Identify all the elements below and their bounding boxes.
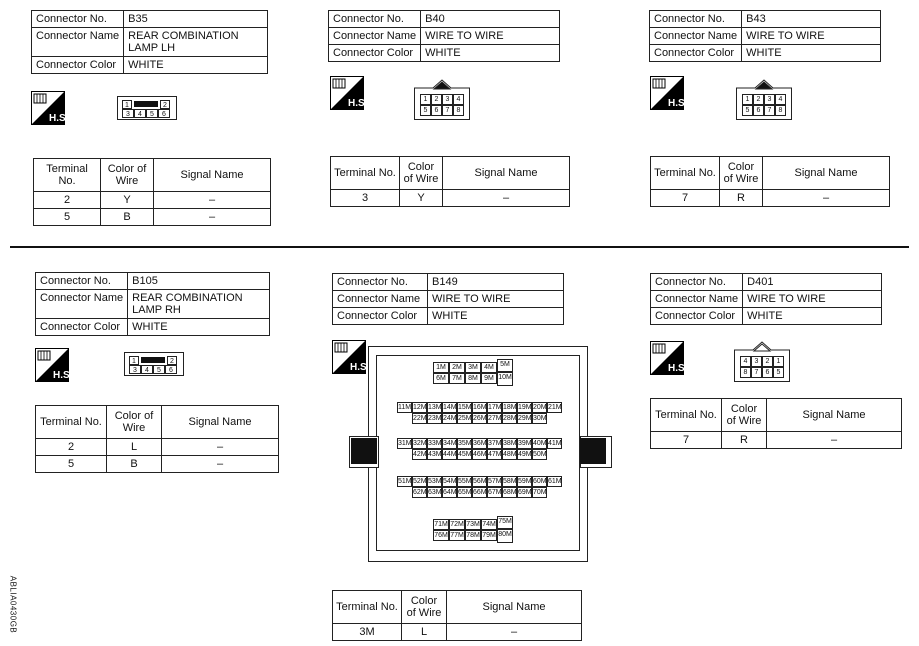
wire-color: L — [107, 439, 162, 456]
label-connector-color: Connector Color — [32, 57, 124, 74]
b149-no: B149 — [428, 274, 564, 291]
pin-34M: 34M — [443, 440, 457, 447]
hs-harness-side-icon — [330, 76, 368, 110]
d401-color: WHITE — [743, 308, 882, 325]
b149-connector-info — [332, 273, 564, 325]
pin-18M: 18M — [503, 404, 517, 411]
pin-4: 4 — [740, 356, 751, 367]
pin-73M: 73M — [466, 521, 480, 528]
pin-40M: 40M — [533, 440, 547, 447]
label-connector-name: Connector Name — [36, 290, 128, 319]
hs-harness-side-icon — [31, 91, 69, 125]
label-connector-color: Connector Color — [329, 45, 421, 62]
color-of-wire-header: Color of Wire — [402, 591, 447, 624]
terminal-no-header: Terminal No. — [333, 591, 402, 624]
pin-26M: 26M — [473, 415, 487, 422]
pin-8: 8 — [740, 367, 751, 378]
label-connector-color: Connector Color — [651, 308, 743, 325]
d401-name: WIRE TO WIRE — [743, 291, 882, 308]
label-connector-name: Connector Name — [333, 291, 428, 308]
color-of-wire-header: Color of Wire — [101, 159, 154, 192]
table-row — [651, 190, 890, 207]
pin-59M: 59M — [518, 478, 532, 485]
wire-color: Y — [101, 192, 154, 209]
pin-15M: 15M — [458, 404, 472, 411]
pin-48M: 48M — [503, 451, 517, 458]
pin-41M: 41M — [548, 440, 562, 447]
svg-text:H.S.: H.S. — [668, 363, 688, 374]
signal-name: – — [443, 190, 570, 207]
hs-harness-side-icon — [35, 348, 73, 382]
pin-8M: 8M — [465, 373, 481, 384]
pin-61M: 61M — [548, 478, 562, 485]
terminal-no: 3 — [331, 190, 400, 207]
pin-2: 2 — [167, 356, 177, 365]
pin-33M: 33M — [428, 440, 442, 447]
b105-no: B105 — [128, 273, 270, 290]
terminal-no-header: Terminal No. — [331, 157, 400, 190]
lock-tab — [141, 357, 165, 363]
section-divider — [10, 246, 909, 248]
pin-3M: 3M — [465, 362, 481, 373]
table-row — [34, 209, 271, 226]
pin-9M: 9M — [481, 373, 497, 384]
pin-4: 4 — [775, 94, 786, 105]
pin-7: 7 — [751, 367, 762, 378]
label-connector-no: Connector No. — [651, 274, 743, 291]
svg-text:H.S.: H.S. — [49, 113, 69, 124]
d401-connector-info — [650, 273, 882, 325]
hs-harness-side-icon — [332, 340, 370, 374]
terminal-no: 2 — [36, 439, 107, 456]
svg-text:H.S.: H.S. — [350, 362, 370, 373]
table-row — [36, 456, 279, 473]
pin-49M: 49M — [518, 451, 532, 458]
pin-3: 3 — [764, 94, 775, 105]
svg-text:H.S.: H.S. — [53, 370, 73, 381]
pin-67M: 67M — [488, 489, 502, 496]
pin-5: 5 — [420, 105, 431, 116]
b149-terminal-table — [332, 590, 582, 641]
pin-42M: 42M — [413, 451, 427, 458]
terminal-no: 5 — [36, 456, 107, 473]
label-connector-color: Connector Color — [650, 45, 742, 62]
pin-7: 7 — [442, 105, 453, 116]
color-of-wire-header: Color of Wire — [400, 157, 443, 190]
pin-12M: 12M — [413, 404, 427, 411]
pin-4: 4 — [134, 109, 146, 118]
b149-name: WIRE TO WIRE — [428, 291, 564, 308]
b35-connector-info — [31, 10, 268, 74]
pin-70M: 70M — [533, 489, 547, 496]
terminal-no: 2 — [34, 192, 101, 209]
pin-5: 5 — [153, 365, 165, 374]
pin-11M: 11M — [398, 404, 412, 411]
pin-7: 7 — [764, 105, 775, 116]
b35-terminal-table — [33, 158, 271, 226]
pin-17M: 17M — [488, 404, 502, 411]
pin-4: 4 — [453, 94, 464, 105]
pin-23M: 23M — [428, 415, 442, 422]
pin-51M: 51M — [398, 478, 412, 485]
pin-62M: 62M — [413, 489, 427, 496]
b35-name: REAR COMBINATION LAMP LH — [124, 28, 268, 57]
figure-code: ABLIA0430GB — [8, 575, 18, 634]
label-connector-color: Connector Color — [333, 308, 428, 325]
pin-21M: 21M — [548, 404, 562, 411]
signal-name: – — [162, 456, 279, 473]
pin-58M: 58M — [503, 478, 517, 485]
b43-connector-info — [649, 10, 881, 62]
label-connector-name: Connector Name — [650, 28, 742, 45]
pin-3: 3 — [442, 94, 453, 105]
pin-56M: 56M — [473, 478, 487, 485]
pin-55M: 55M — [458, 478, 472, 485]
pin-76M: 76M — [434, 532, 448, 539]
pin-46M: 46M — [473, 451, 487, 458]
signal-name: – — [767, 432, 902, 449]
pin-1: 1 — [420, 94, 431, 105]
pin-2M: 2M — [449, 362, 465, 373]
terminal-no-header: Terminal No. — [651, 157, 720, 190]
pin-38M: 38M — [503, 440, 517, 447]
pin-2: 2 — [762, 356, 773, 367]
terminal-no: 5 — [34, 209, 101, 226]
pin-1: 1 — [122, 100, 132, 109]
pin-37M: 37M — [488, 440, 502, 447]
pin-6: 6 — [431, 105, 442, 116]
pin-6: 6 — [753, 105, 764, 116]
b40-terminal-table — [330, 156, 570, 207]
table-row — [331, 190, 570, 207]
label-connector-name: Connector Name — [32, 28, 124, 57]
hs-harness-side-icon — [650, 341, 688, 375]
pin-60M: 60M — [533, 478, 547, 485]
wire-color: Y — [400, 190, 443, 207]
pin-6M: 6M — [433, 373, 449, 384]
pin-1M: 1M — [433, 362, 449, 373]
wire-color: B — [101, 209, 154, 226]
pin-1: 1 — [129, 356, 139, 365]
b40-color: WHITE — [421, 45, 560, 62]
pin-28M: 28M — [503, 415, 517, 422]
signal-name-header: Signal Name — [162, 406, 279, 439]
color-of-wire-header: Color of Wire — [107, 406, 162, 439]
signal-name: – — [447, 624, 582, 641]
b105-color: WHITE — [128, 319, 270, 336]
pin-79M: 79M — [482, 532, 496, 539]
pin-57M: 57M — [488, 478, 502, 485]
signal-name-header: Signal Name — [767, 399, 902, 432]
b43-terminal-table — [650, 156, 890, 207]
pin-78M: 78M — [466, 532, 480, 539]
pin-2: 2 — [753, 94, 764, 105]
pin-63M: 63M — [428, 489, 442, 496]
pin-39M: 39M — [518, 440, 532, 447]
pin-10M: 10M — [497, 372, 513, 386]
color-of-wire-header: Color of Wire — [720, 157, 763, 190]
pin-1: 1 — [742, 94, 753, 105]
pin-2: 2 — [431, 94, 442, 105]
pin-50M: 50M — [533, 451, 547, 458]
table-row — [36, 439, 279, 456]
wire-color: R — [722, 432, 767, 449]
pin-68M: 68M — [503, 489, 517, 496]
pin-72M: 72M — [450, 521, 464, 528]
pin-53M: 53M — [428, 478, 442, 485]
wire-color: B — [107, 456, 162, 473]
wire-color: L — [402, 624, 447, 641]
label-connector-color: Connector Color — [36, 319, 128, 336]
pin-6: 6 — [762, 367, 773, 378]
pin-8: 8 — [775, 105, 786, 116]
b35-connector-face — [117, 96, 177, 120]
svg-text:H.S.: H.S. — [668, 98, 688, 109]
b43-name: WIRE TO WIRE — [742, 28, 881, 45]
pin-6: 6 — [158, 109, 170, 118]
pin-54M: 54M — [443, 478, 457, 485]
b149-color: WHITE — [428, 308, 564, 325]
pin-64M: 64M — [443, 489, 457, 496]
label-connector-no: Connector No. — [32, 11, 124, 28]
pin-2: 2 — [160, 100, 170, 109]
pin-3: 3 — [129, 365, 141, 374]
svg-text:H.S.: H.S. — [348, 98, 368, 109]
pin-6: 6 — [165, 365, 177, 374]
label-connector-name: Connector Name — [651, 291, 743, 308]
pin-31M: 31M — [398, 440, 412, 447]
b105-name: REAR COMBINATION LAMP RH — [128, 290, 270, 319]
pin-30M: 30M — [533, 415, 547, 422]
terminal-no-header: Terminal No. — [36, 406, 107, 439]
label-connector-no: Connector No. — [329, 11, 421, 28]
terminal-no-header: Terminal No. — [34, 159, 101, 192]
d401-no: D401 — [743, 274, 882, 291]
pin-7M: 7M — [449, 373, 465, 384]
pin-20M: 20M — [533, 404, 547, 411]
pin-13M: 13M — [428, 404, 442, 411]
signal-name-header: Signal Name — [763, 157, 890, 190]
b43-no: B43 — [742, 11, 881, 28]
pin-5M: 5M — [497, 359, 513, 372]
pin-27M: 27M — [488, 415, 502, 422]
table-row — [333, 624, 582, 641]
wire-color: R — [720, 190, 763, 207]
terminal-no: 3M — [333, 624, 402, 641]
pin-5: 5 — [146, 109, 158, 118]
terminal-no: 7 — [651, 190, 720, 207]
table-row — [34, 192, 271, 209]
pin-32M: 32M — [413, 440, 427, 447]
pin-5: 5 — [742, 105, 753, 116]
signal-name-header: Signal Name — [154, 159, 271, 192]
label-connector-no: Connector No. — [650, 11, 742, 28]
lock-tab — [134, 101, 158, 107]
signal-name: – — [154, 209, 271, 226]
pin-74M: 74M — [482, 521, 496, 528]
pin-69M: 69M — [518, 489, 532, 496]
b35-no: B35 — [124, 11, 268, 28]
signal-name: – — [763, 190, 890, 207]
pin-75M: 75M — [497, 516, 513, 529]
b43-color: WHITE — [742, 45, 881, 62]
signal-name: – — [162, 439, 279, 456]
label-connector-no: Connector No. — [333, 274, 428, 291]
pin-4M: 4M — [481, 362, 497, 373]
pin-44M: 44M — [443, 451, 457, 458]
signal-name: – — [154, 192, 271, 209]
pin-8: 8 — [453, 105, 464, 116]
d401-terminal-table — [650, 398, 902, 449]
b105-connector-face — [124, 352, 184, 376]
pin-22M: 22M — [413, 415, 427, 422]
pin-52M: 52M — [413, 478, 427, 485]
pin-65M: 65M — [458, 489, 472, 496]
b40-connector-info — [328, 10, 560, 62]
signal-name-header: Signal Name — [447, 591, 582, 624]
b35-color: WHITE — [124, 57, 268, 74]
terminal-no: 7 — [651, 432, 722, 449]
pin-19M: 19M — [518, 404, 532, 411]
pin-4: 4 — [141, 365, 153, 374]
b40-no: B40 — [421, 11, 560, 28]
pin-1: 1 — [773, 356, 784, 367]
pin-3: 3 — [122, 109, 134, 118]
pin-16M: 16M — [473, 404, 487, 411]
pin-66M: 66M — [473, 489, 487, 496]
terminal-no-header: Terminal No. — [651, 399, 722, 432]
b105-terminal-table — [35, 405, 279, 473]
pin-77M: 77M — [450, 532, 464, 539]
hs-harness-side-icon — [650, 76, 688, 110]
pin-29M: 29M — [518, 415, 532, 422]
b105-connector-info — [35, 272, 270, 336]
pin-80M: 80M — [497, 529, 513, 543]
label-connector-name: Connector Name — [329, 28, 421, 45]
label-connector-no: Connector No. — [36, 273, 128, 290]
pin-71M: 71M — [434, 521, 448, 528]
signal-name-header: Signal Name — [443, 157, 570, 190]
pin-47M: 47M — [488, 451, 502, 458]
pin-24M: 24M — [443, 415, 457, 422]
pin-45M: 45M — [458, 451, 472, 458]
pin-43M: 43M — [428, 451, 442, 458]
pin-5: 5 — [773, 367, 784, 378]
pin-25M: 25M — [458, 415, 472, 422]
pin-14M: 14M — [443, 404, 457, 411]
b40-name: WIRE TO WIRE — [421, 28, 560, 45]
pin-3: 3 — [751, 356, 762, 367]
color-of-wire-header: Color of Wire — [722, 399, 767, 432]
pin-35M: 35M — [458, 440, 472, 447]
pin-36M: 36M — [473, 440, 487, 447]
table-row — [651, 432, 902, 449]
